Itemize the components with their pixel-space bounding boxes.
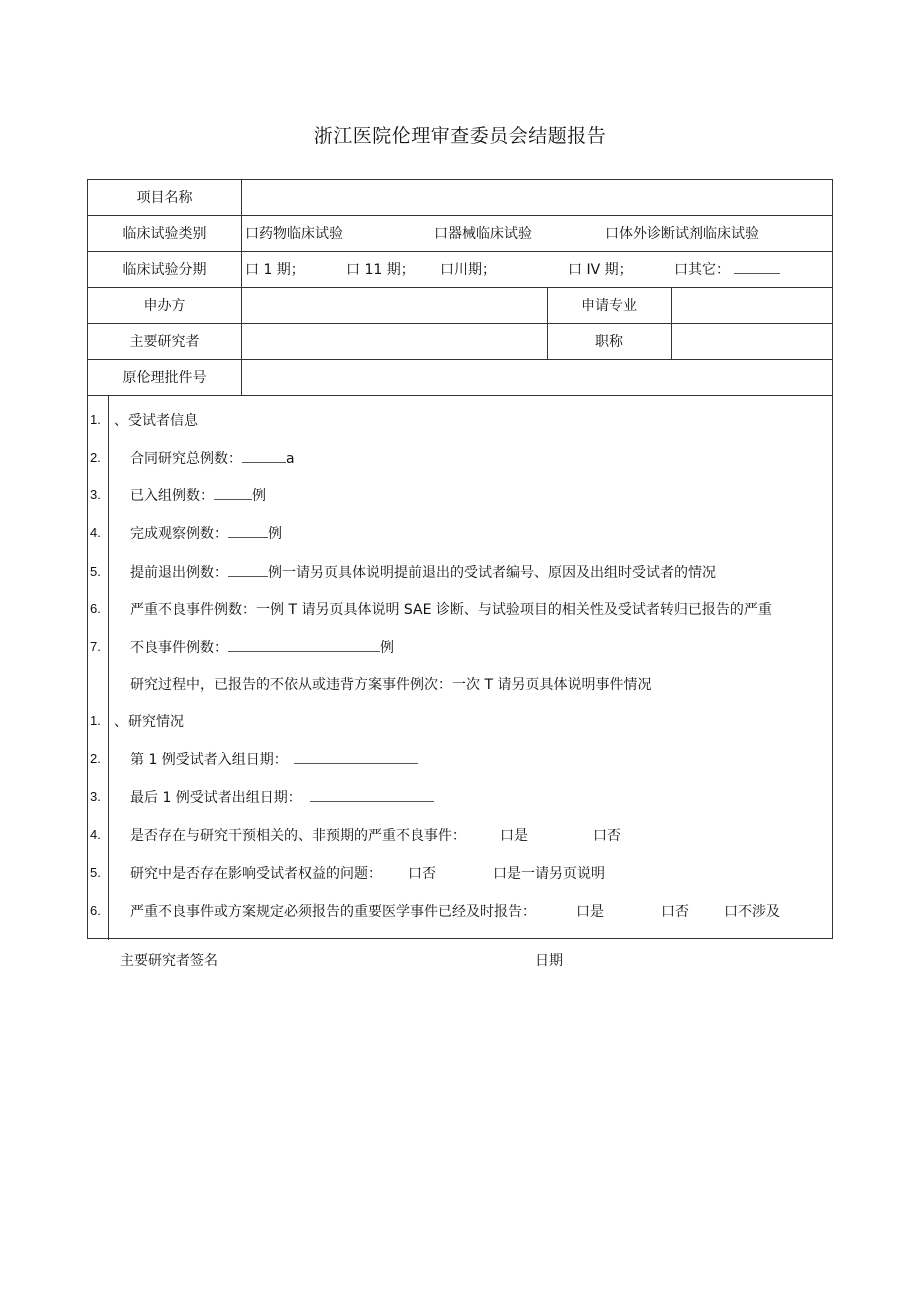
- project-name-label: 项目名称: [136, 190, 193, 206]
- project-name-field[interactable]: [244, 184, 830, 212]
- completed-label: 完成观察例数：: [130, 526, 228, 542]
- section1-num-2: 2.: [90, 450, 101, 465]
- approval-number-label: 原伦理批件号: [122, 370, 207, 386]
- first-enroll-label: 第 1 例受试者入组日期：: [130, 752, 288, 768]
- early-withdraw-line: [130, 564, 716, 582]
- ae-blank[interactable]: [228, 639, 380, 652]
- specialty-field[interactable]: [674, 291, 830, 319]
- ae-label: 不良事件例数：: [130, 640, 228, 656]
- pi-signature-label: 主要研究者签名: [120, 953, 218, 969]
- enrolled-label: 已入组例数：: [130, 488, 214, 504]
- row-divider: [88, 395, 832, 396]
- pi-label: 主要研究者: [129, 334, 200, 350]
- section2-num-3: 3.: [90, 789, 101, 804]
- section2-num-5: 5.: [90, 865, 101, 880]
- ae-suffix: 例: [380, 640, 394, 656]
- number-column-divider: [108, 395, 109, 940]
- checkbox-phase-1[interactable]: 口 1 期；: [245, 262, 305, 278]
- early-withdraw-suffix: 例一请另页具体说明提前退出的受试者编号、原因及出组时受试者的情况: [268, 565, 716, 581]
- row-divider: [88, 323, 832, 324]
- sponsor-label: 申办方: [143, 298, 186, 314]
- contract-total-suffix: a: [286, 451, 295, 467]
- pi-field[interactable]: [244, 327, 544, 355]
- section1-num-5: 5.: [90, 564, 101, 579]
- last-exit-line: [130, 789, 434, 807]
- row-divider: [88, 287, 832, 288]
- row-divider: [88, 359, 832, 360]
- enrolled-suffix: 例: [252, 488, 266, 504]
- checkbox-rights-yes[interactable]: 口是一请另页说明: [493, 866, 605, 882]
- checkbox-phase-3[interactable]: 口川期；: [440, 262, 496, 278]
- trial-type-label: 临床试验类别: [122, 226, 207, 242]
- enrolled-line: [130, 487, 266, 505]
- approval-number-field[interactable]: [244, 363, 830, 391]
- checkbox-ivd-trial[interactable]: 口体外诊断试剂临床试验: [605, 226, 759, 242]
- specialty-label: 申请专业: [581, 298, 637, 314]
- completed-blank[interactable]: [228, 525, 268, 538]
- job-title-field[interactable]: [674, 327, 830, 355]
- section1-num-7: 7.: [90, 639, 101, 654]
- checkbox-drug-trial[interactable]: 口药物临床试验: [245, 226, 343, 242]
- section1-num-6: 6.: [90, 601, 101, 616]
- column-divider: [241, 180, 242, 395]
- checkbox-unexpected-yes[interactable]: 口是: [500, 828, 528, 844]
- section2-heading: 、研究情况: [114, 714, 184, 730]
- report-form: [87, 179, 833, 939]
- date-label: 日期: [535, 953, 563, 969]
- section1-num-4: 4.: [90, 525, 101, 540]
- section2-num-6: 6.: [90, 903, 101, 918]
- early-withdraw-label: 提前退出例数：: [130, 565, 228, 581]
- row-divider: [88, 215, 832, 216]
- last-exit-date-blank[interactable]: [310, 789, 434, 802]
- phase-other-label: 口其它：: [674, 262, 730, 278]
- early-withdraw-blank[interactable]: [228, 564, 268, 577]
- contract-total-blank[interactable]: [242, 450, 286, 463]
- sponsor-field[interactable]: [244, 291, 544, 319]
- last-exit-label: 最后 1 例受试者出组日期：: [130, 790, 302, 806]
- checkbox-rights-no[interactable]: 口否: [408, 866, 436, 882]
- section1-heading: 、受试者信息: [114, 413, 198, 429]
- contract-total-line: [130, 450, 295, 468]
- section1-num-3: 3.: [90, 487, 101, 502]
- unexpected-sae-label: 是否存在与研究干预相关的、非预期的严重不良事件：: [130, 828, 466, 844]
- first-enroll-line: [130, 751, 418, 769]
- ae-line: [130, 639, 394, 657]
- checkbox-device-trial[interactable]: 口器械临床试验: [434, 226, 532, 242]
- contract-total-label: 合同研究总例数：: [130, 451, 242, 467]
- checkbox-timely-no[interactable]: 口否: [661, 904, 689, 920]
- section1-num-1: 1.: [90, 412, 101, 427]
- section2-num-1: 1.: [90, 713, 101, 728]
- sae-line: 严重不良事件例数：一例 T 请另页具体说明 SAE 诊断、与试验项目的相关性及受试者转归已报告的严重: [130, 602, 772, 618]
- enrolled-blank[interactable]: [214, 487, 252, 500]
- section2-num-2: 2.: [90, 751, 101, 766]
- completed-line: [130, 525, 282, 543]
- checkbox-unexpected-no[interactable]: 口否: [593, 828, 621, 844]
- completed-suffix: 例: [268, 526, 282, 542]
- checkbox-timely-yes[interactable]: 口是: [576, 904, 604, 920]
- section2-num-4: 4.: [90, 827, 101, 842]
- rights-issue-label: 研究中是否存在影响受试者权益的问题：: [130, 866, 382, 882]
- checkbox-timely-na[interactable]: 口不涉及: [724, 904, 780, 920]
- column-divider: [671, 287, 672, 359]
- deviation-line: 研究过程中，已报告的不依从或违背方案事件例次：一次 T 请另页具体说明事件情况: [130, 677, 652, 693]
- checkbox-phase-other[interactable]: [674, 261, 780, 279]
- trial-phase-label: 临床试验分期: [122, 262, 207, 278]
- timely-report-label: 严重不良事件或方案规定必须报告的重要医学事件已经及时报告：: [130, 904, 536, 920]
- phase-other-blank[interactable]: [734, 261, 780, 274]
- first-enroll-date-blank[interactable]: [294, 751, 418, 764]
- job-title-label: 职称: [595, 334, 623, 350]
- checkbox-phase-4[interactable]: 口 IV 期；: [568, 262, 633, 278]
- checkbox-phase-2[interactable]: 口 11 期；: [346, 262, 415, 278]
- page-title: 浙江医院伦理审查委员会结题报告: [313, 125, 607, 147]
- row-divider: [88, 251, 832, 252]
